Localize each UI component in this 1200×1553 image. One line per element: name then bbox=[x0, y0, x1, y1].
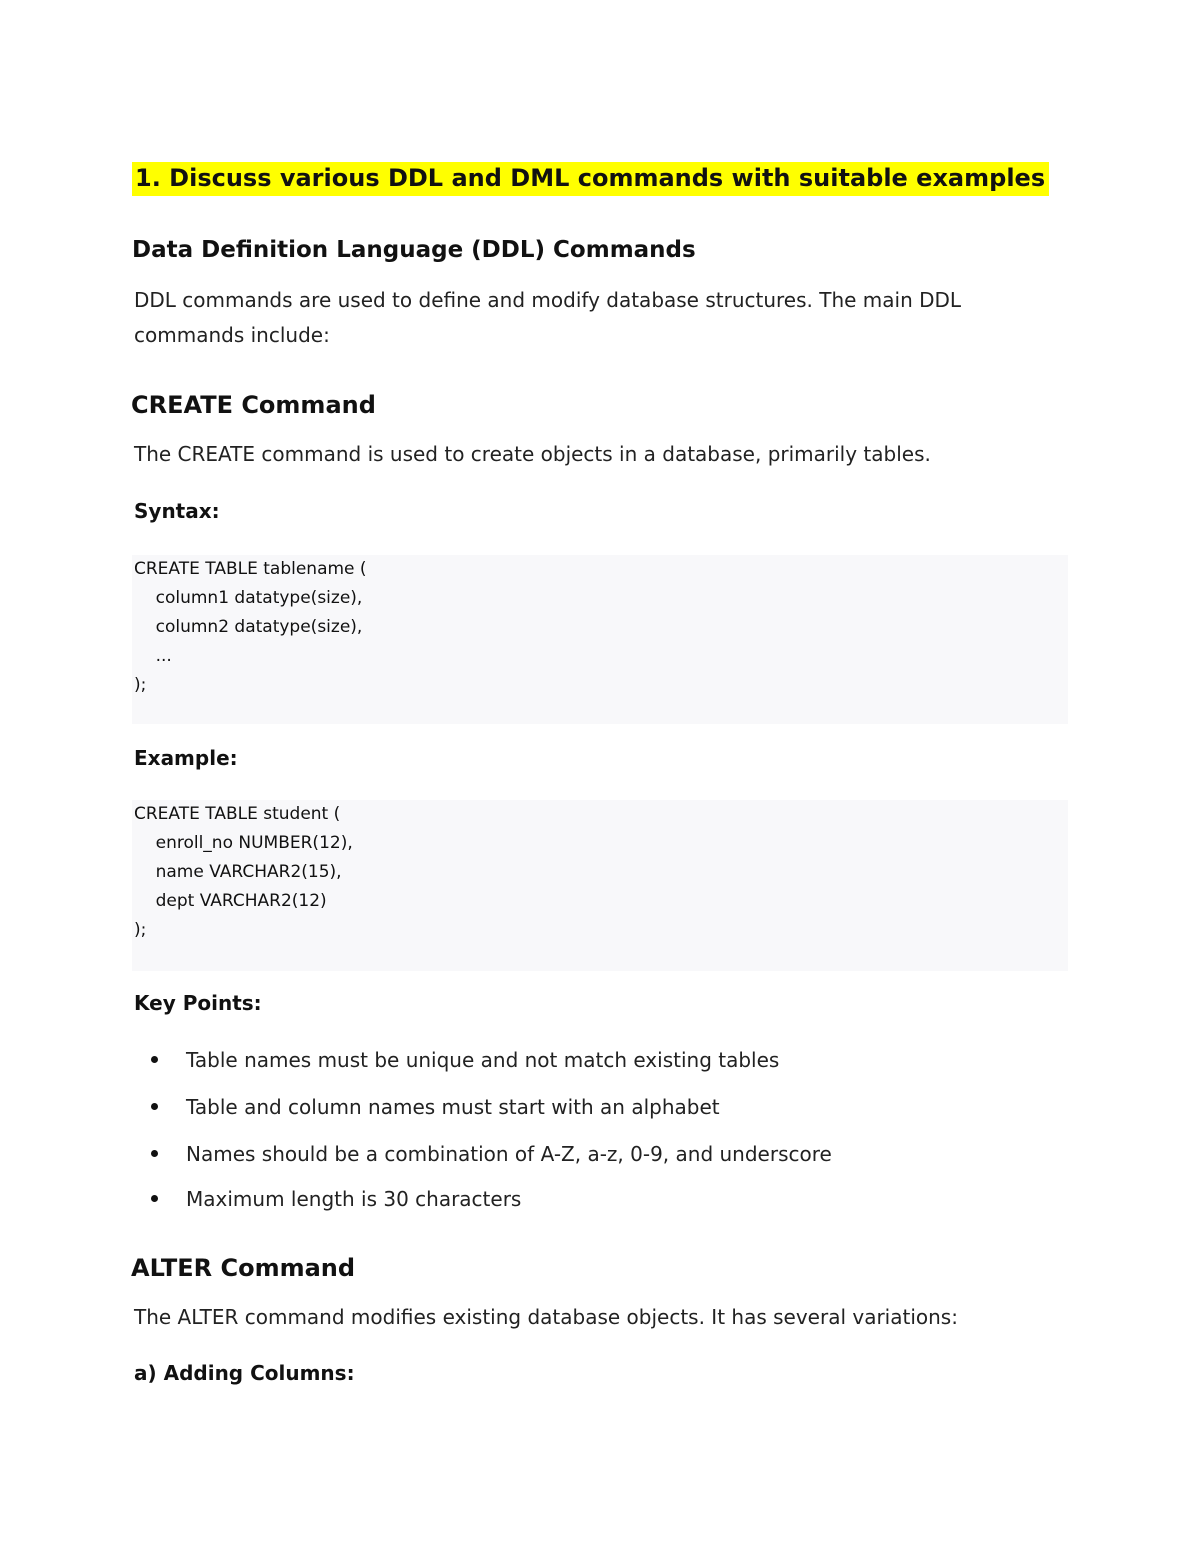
create-heading: CREATE Command bbox=[131, 391, 376, 419]
syntax-code-line: column2 datatype(size), bbox=[134, 617, 363, 637]
example-code-block bbox=[132, 800, 1068, 971]
alter-description: The ALTER command modifies existing database objects. It has several variations: bbox=[134, 1305, 958, 1329]
syntax-code-line: ... bbox=[134, 646, 172, 666]
key-point-item: Maximum length is 30 characters bbox=[186, 1187, 522, 1211]
bullet-icon bbox=[151, 1150, 158, 1157]
key-point-item: Names should be a combination of A-Z, a-z, 0-9, and underscore bbox=[186, 1142, 832, 1166]
create-description: The CREATE command is used to create objects in a database, primarily tables. bbox=[134, 442, 931, 466]
example-label: Example: bbox=[134, 746, 238, 770]
key-points-label: Key Points: bbox=[134, 991, 262, 1015]
syntax-code-block bbox=[132, 555, 1068, 724]
ddl-intro-line-1: DDL commands are used to define and modify database structures. The main DDL bbox=[134, 288, 962, 312]
adding-columns-label: a) Adding Columns: bbox=[134, 1361, 355, 1385]
syntax-code-line: CREATE TABLE tablename ( bbox=[134, 559, 367, 579]
example-code-line: CREATE TABLE student ( bbox=[134, 804, 341, 824]
key-point-item: Table names must be unique and not match existing tables bbox=[186, 1048, 780, 1072]
question-title: 1. Discuss various DDL and DML commands with suitable examples bbox=[132, 162, 1049, 196]
key-point-item: Table and column names must start with an alphabet bbox=[186, 1095, 720, 1119]
bullet-icon bbox=[151, 1056, 158, 1063]
bullet-icon bbox=[151, 1103, 158, 1110]
syntax-code-line: column1 datatype(size), bbox=[134, 588, 363, 608]
example-code-line: name VARCHAR2(15), bbox=[134, 862, 342, 882]
example-code-line: enroll_no NUMBER(12), bbox=[134, 833, 353, 853]
example-code-line: dept VARCHAR2(12) bbox=[134, 891, 327, 911]
syntax-label: Syntax: bbox=[134, 499, 220, 523]
alter-heading: ALTER Command bbox=[131, 1254, 356, 1282]
ddl-intro-line-2: commands include: bbox=[134, 323, 330, 347]
bullet-icon bbox=[151, 1195, 158, 1202]
syntax-code-line: ); bbox=[134, 675, 147, 695]
example-code-line: ); bbox=[134, 920, 147, 940]
ddl-heading: Data Definition Language (DDL) Commands bbox=[132, 237, 696, 263]
ddl-intro bbox=[134, 283, 1034, 353]
